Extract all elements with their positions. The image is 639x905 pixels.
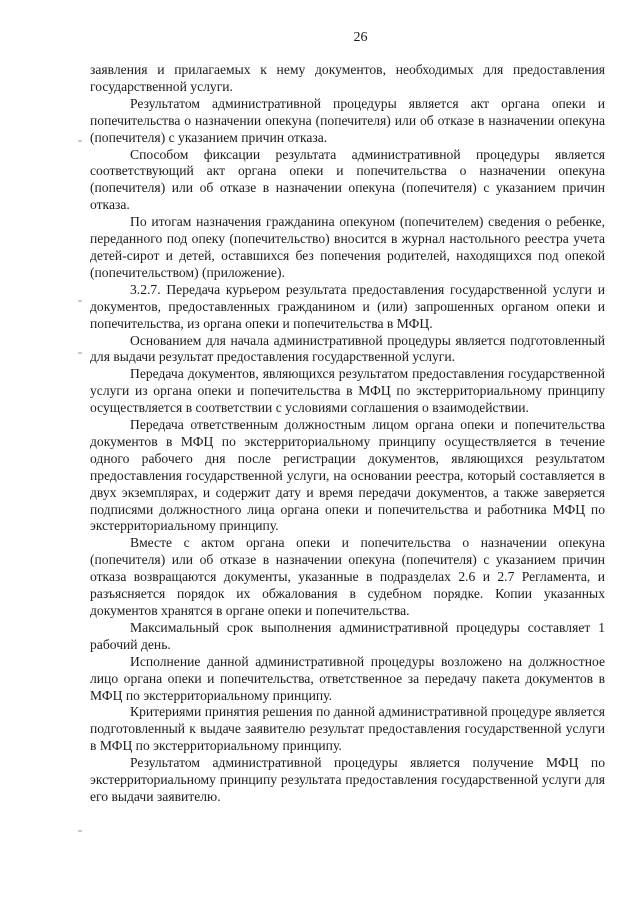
paragraph: Передача документов, являющихся результатом предоставления государственной услуги из органа опеки и попечительства в МФЦ по экстерриториальному принципу осуществляется в соответствии с условиями соглашения о взаимодействии. (90, 366, 605, 416)
paragraph: заявления и прилагаемых к нему документов, необходимых для предоставления государственной услуги. (90, 62, 605, 94)
scan-artifact (78, 140, 82, 142)
paragraph: По итогам назначения гражданина опекуном (попечителем) сведения о ребенке, переданного под опеку (попечительство) вносится в журнал настольного реестра учета детей-сирот и детей, оставшихся без попечения родителей, находящихся под опекой (попечительством) (приложение). (90, 214, 605, 280)
paragraph: Максимальный срок выполнения административной процедуры составляет 1 рабочий день. (90, 619, 605, 652)
scan-artifact (78, 830, 82, 832)
section-heading-paragraph: 3.2.7. Передача курьером результата предоставления государственной услуги и документов, предоставленных гражданином и (или) запрошенных органом опеки и попечительства, из органа опеки и попечительства в МФЦ. (90, 281, 605, 331)
paragraph: Результатом административной процедуры является акт органа опеки и попечительства о назначении опекуна (попечителя) или об отказе в назначении опекуна (попечителя) с указанием причин отказа. (90, 95, 605, 145)
document-body (90, 62, 605, 806)
paragraph: Передача ответственным должностным лицом органа опеки и попечительства документов в МФЦ по экстерриториальному принципу осуществляется в течение одного рабочего дня после регистрации документов, являющихся результатом предоставления государственной услуги, на основании реестра, который составляется в двух экземплярах, и содержит дату и время передачи документов, а также заверяется подписями должностного лица органа опеки и попечительства и работника МФЦ по экстерриториальному принципу. (90, 417, 605, 534)
paragraph: Результатом административной процедуры является получение МФЦ по экстерриториальному принципу результата предоставления государственной услуги для его выдачи заявителю. (90, 755, 605, 804)
scan-artifact (78, 300, 82, 302)
page-number: 26 (353, 30, 368, 45)
paragraph: Критериями принятия решения по данной административной процедуре является подготовленный к выдаче заявителю результат предоставления государственной услуги в МФЦ по экстерриториальному принципу. (90, 704, 605, 754)
paragraph: Способом фиксации результата административной процедуры является соответствующий акт органа опеки и попечительства о назначении опекуна (попечителя) или об отказе в назначении опекуна (попечителя) с указанием причин отказа. (90, 146, 605, 213)
scan-artifact (78, 352, 82, 354)
paragraph: Вместе с актом органа опеки и попечительства о назначении опекуна (попечителя) или об отказе в назначении опекуна (попечителя) с указанием причин отказа возвращаются документы, указанные в подразделах 2.6 и 2.7 Регламента, и разъясняется порядок их обжалования в судебном порядке. Копии указанных документов хранятся в органе опеки и попечительства. (90, 535, 605, 618)
paragraph: Основанием для начала административной процедуры является подготовленный для выдачи результат предоставления государственной услуги. (90, 332, 605, 365)
paragraph: Исполнение данной административной процедуры возложено на должностное лицо органа опеки и попечительства, ответственное за передачу пакета документов в МФЦ по экстерриториальному принципу. (90, 653, 605, 703)
